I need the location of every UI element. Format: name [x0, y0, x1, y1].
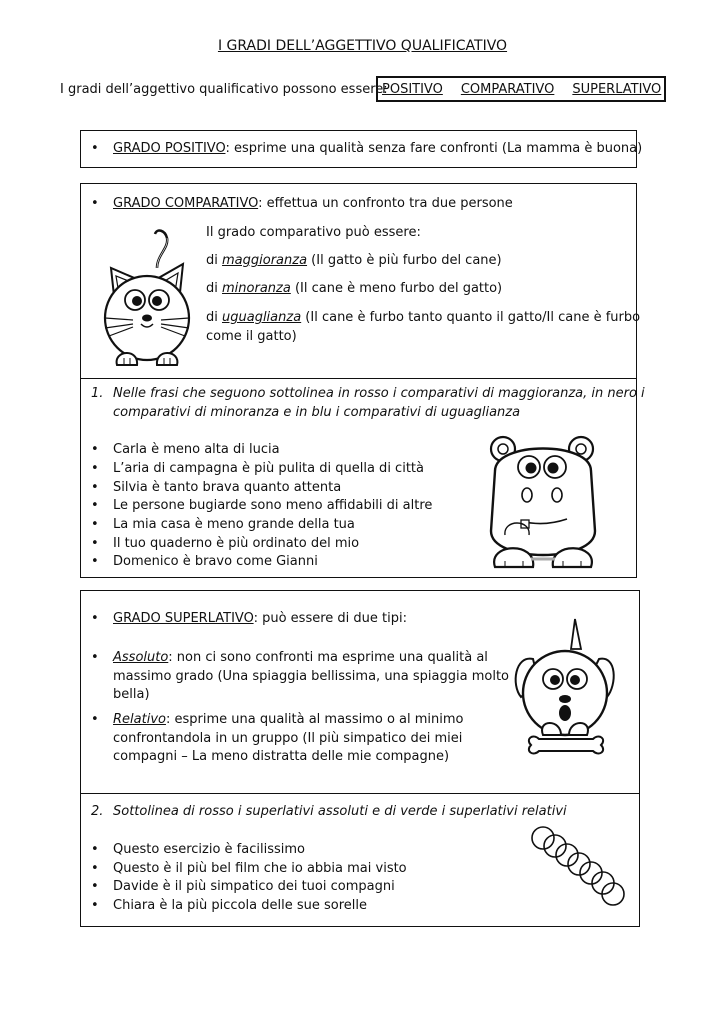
cat-icon [97, 220, 197, 370]
superlativo-assoluto: • Assoluto: non ci sono confronti ma esprime una qualità al [113, 649, 488, 667]
comparativo-intro: Il grado comparativo può essere: [206, 225, 421, 240]
grade-positivo: POSITIVO [382, 81, 443, 97]
exercise2-number: 2. [91, 804, 104, 819]
superlativo-relativo-cont: compagni – La meno distratta delle mie compagne) [113, 749, 450, 764]
exercise2-box [80, 793, 640, 927]
positivo-label: GRADO POSITIVO [113, 141, 226, 156]
grade-superlativo: SUPERLATIVO [572, 81, 662, 97]
comparativo-box [80, 183, 641, 379]
superlativo-label: GRADO SUPERLATIVO [113, 611, 254, 626]
exercise1-instruction-cont: comparativi di minoranza e in blu i comparativi di uguaglianza [113, 405, 521, 420]
comparativo-maggioranza: di maggioranza (Il gatto è più furbo del cane) [206, 253, 502, 268]
superlativo-box [80, 590, 640, 794]
positivo-definition: • GRADO POSITIVO: esprime una qualità senza fare confronti (La mamma è buona) [113, 140, 642, 158]
grade-comparativo: COMPARATIVO [460, 81, 555, 97]
exercise1-sentence: • Il tuo quaderno è più ordinato del mio [113, 535, 359, 553]
superlativo-assoluto-cont: massimo grado (Una spiaggia bellissima, una spiaggia molto [113, 669, 509, 684]
positivo-box [80, 130, 643, 168]
exercise1-number: 1. [91, 386, 104, 401]
comparativo-minoranza: di minoranza (Il cane è meno furbo del gatto) [206, 281, 503, 296]
dog-icon [509, 615, 619, 775]
grades-box [376, 76, 666, 102]
exercise2-sentence: • Questo è il più bel film che io abbia mai visto [113, 860, 407, 878]
superlativo-relativo: • Relativo: esprime una qualità al massimo o al minimo [113, 711, 464, 729]
page-title: I GRADI DELL’AGGETTIVO QUALIFICATIVO [217, 38, 508, 54]
exercise1-sentence: • Le persone bugiarde sono meno affidabili di altre [113, 497, 432, 515]
rings-icon [529, 824, 629, 914]
exercise1-sentence: • Domenico è bravo come Gianni [113, 553, 318, 571]
superlativo-relativo-cont: confrontandola in un gruppo (Il più simpatico dei miei [113, 731, 463, 746]
comparativo-uguaglianza-cont: come il gatto) [206, 329, 297, 344]
comparativo-definition: • GRADO COMPARATIVO: effettua un confronto tra due persone [113, 195, 513, 213]
comparativo-uguaglianza: di uguaglianza (Il cane è furbo tanto quanto il gatto/Il cane è furbo [206, 310, 641, 325]
intro-text: I gradi dell’aggettivo qualificativo possono essere: [60, 82, 388, 97]
exercise2-instruction: Sottolinea di rosso i superlativi assoluti e di verde i superlativi relativi [113, 804, 567, 819]
exercise2-sentence: • Davide è il più simpatico dei tuoi compagni [113, 878, 395, 896]
exercise1-sentence: • Silvia è tanto brava quanto attenta [113, 479, 341, 497]
exercise2-sentence: • Questo esercizio è facilissimo [113, 841, 305, 859]
exercise1-box [80, 378, 645, 578]
exercise1-sentence: • La mia casa è meno grande della tua [113, 516, 355, 534]
exercise1-sentence: • Carla è meno alta di lucia [113, 441, 280, 459]
superlativo-assoluto-cont: bella) [113, 687, 150, 702]
superlativo-definition: • GRADO SUPERLATIVO: può essere di due tipi: [113, 610, 407, 628]
hippo-icon [483, 431, 603, 573]
exercise1-instruction: Nelle frasi che seguono sottolinea in rosso i comparativi di maggioranza, in nero i [113, 386, 645, 401]
exercise1-sentence: • L’aria di campagna è più pulita di quella di città [113, 460, 424, 478]
comparativo-label: GRADO COMPARATIVO [113, 196, 259, 211]
exercise2-sentence: • Chiara è la più piccola delle sue sorelle [113, 897, 367, 915]
